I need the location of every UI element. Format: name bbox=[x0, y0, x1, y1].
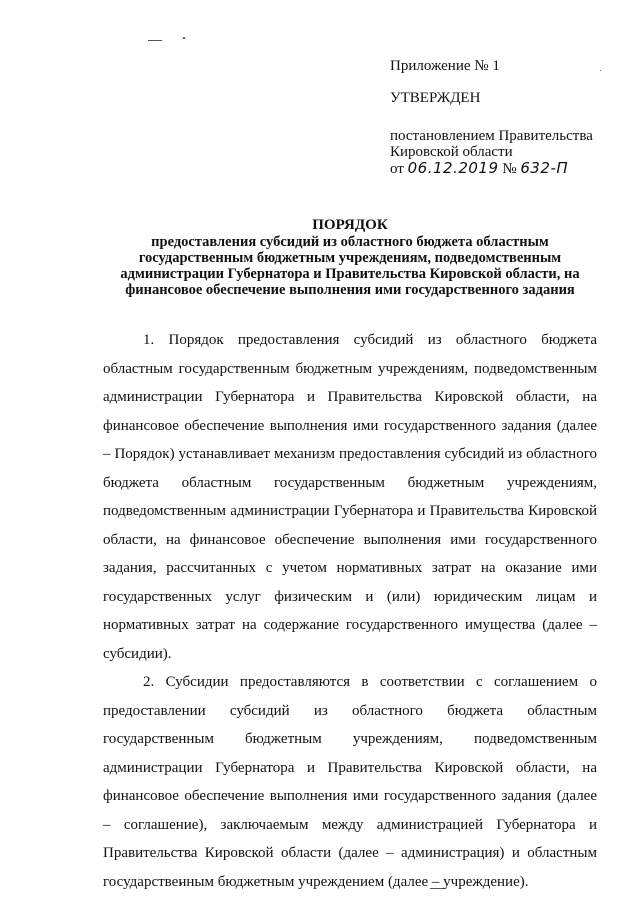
scan-artifact bbox=[148, 40, 162, 41]
approved-label: УТВЕРЖДЕН bbox=[390, 90, 481, 106]
document-title-block bbox=[100, 217, 600, 298]
decree-line-1: постановлением Правительства bbox=[390, 128, 593, 144]
number-sign: № bbox=[502, 161, 517, 177]
paragraph-2: 2. Субсидии предоставляются в соответствии с соглашением о предоставлении субсидий из областного бюджета областным государственным бюджетным учреждениям, подведомственным администрации Губернатора и Правительства Кировской области, на финансовое обеспечение выполнения ими государственного задания (далее – соглашение), заключаемым между администрацией Губернатора и Правительства Кировской области (далее – администрация) и областным государственным бюджетным учреждением (далее – учреждение). bbox=[103, 674, 597, 890]
approval-block bbox=[390, 58, 630, 177]
decree-date-line bbox=[390, 160, 630, 177]
handwritten-date: 06.12.2019 bbox=[407, 159, 499, 177]
document-subtitle: предоставления субсидий из областного бюджета областным государственным бюджетным учреждениям, подведомственным администрации Губернатора и Правительства Кировской области, на финансовое обеспечение выполнения ими государственного задания bbox=[120, 234, 580, 298]
appendix-label: Приложение № 1 bbox=[390, 58, 500, 74]
scan-artifact bbox=[183, 37, 185, 39]
paragraph-1: 1. Порядок предоставления субсидий из областного бюджета областным государственным бюджетным учреждениям, подведомственным администрации Губернатора и Правительства Кировской области, на финансовое обеспечение выполнения ими государственного задания (далее – Порядок) устанавливает механизм предоставления субсидий из областного бюджета областным государственным бюджетным учреждениям, подведомственным администрации Губернатора и Правительства Кировской области, на финансовое обеспечение выполнения ими государственного задания, рассчитанных с учетом нормативных затрат на оказание ими государственных услуг физическим и (или) юридическим лицам и нормативных затрат на содержание государственного имущества (далее – субсидии). bbox=[103, 332, 597, 662]
date-prefix: от bbox=[390, 161, 404, 177]
document-body bbox=[103, 326, 597, 896]
document-title: ПОРЯДОК bbox=[312, 217, 388, 233]
handwritten-number: 632-П bbox=[520, 159, 569, 177]
decree-line-2: Кировской области bbox=[390, 144, 513, 160]
